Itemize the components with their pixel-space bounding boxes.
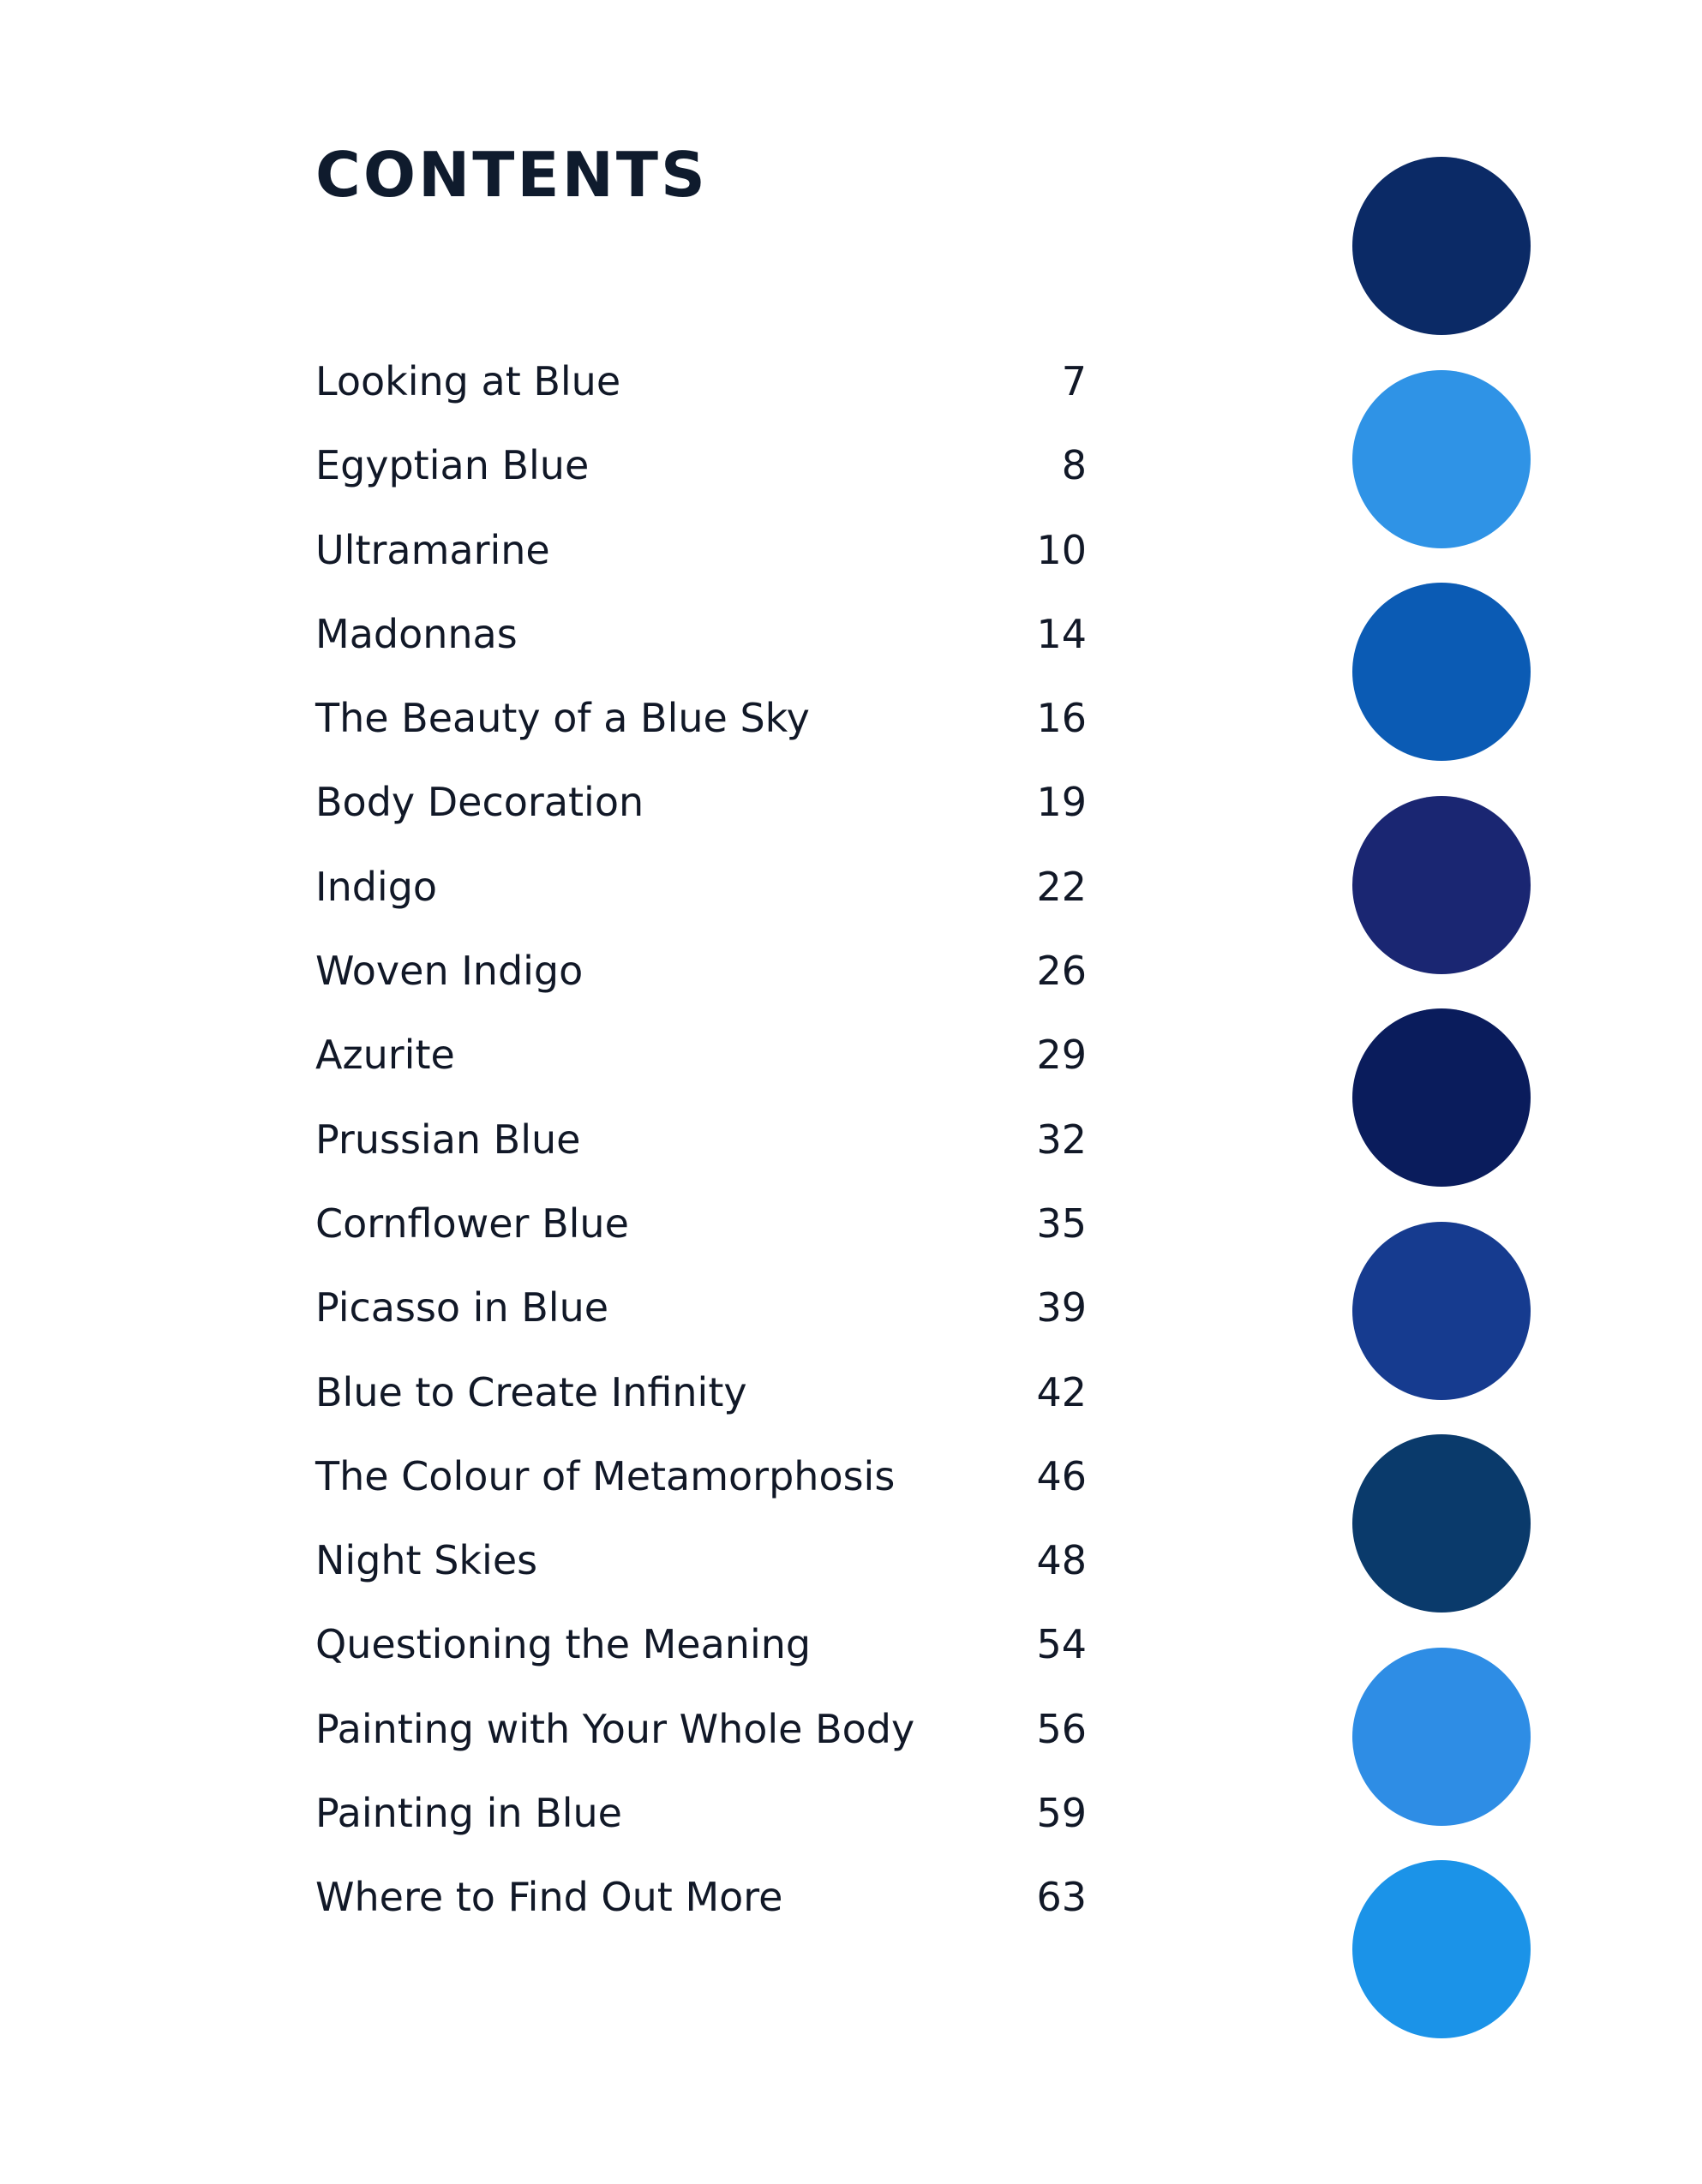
toc-entry-label: Egyptian Blue bbox=[315, 442, 590, 489]
toc-entry-label: Ultramarine bbox=[315, 526, 550, 573]
blue-swatch-circle bbox=[1352, 796, 1531, 974]
toc-entry[interactable] bbox=[315, 936, 1087, 1020]
page-title: CONTENTS bbox=[315, 139, 708, 211]
toc-entry-label: Where to Find Out More bbox=[315, 1874, 783, 1921]
toc-entry-page: 56 bbox=[1036, 1705, 1087, 1752]
toc-entry[interactable] bbox=[315, 600, 1087, 684]
blue-swatch-circle bbox=[1352, 1008, 1531, 1187]
toc-entry[interactable] bbox=[315, 347, 1087, 431]
toc-entry[interactable] bbox=[315, 431, 1087, 515]
toc-entry-page: 42 bbox=[1036, 1368, 1087, 1415]
toc-entry-page: 59 bbox=[1036, 1790, 1087, 1837]
toc-entry-label: Cornflower Blue bbox=[315, 1200, 629, 1247]
toc-entry[interactable] bbox=[315, 1358, 1087, 1442]
blue-swatch-circle bbox=[1352, 370, 1531, 548]
toc-entry-label: Madonnas bbox=[315, 610, 518, 657]
toc-entry-label: Blue to Create Infinity bbox=[315, 1368, 747, 1415]
toc-entry-page: 10 bbox=[1036, 526, 1087, 573]
blue-swatch-circle bbox=[1352, 1860, 1531, 2038]
toc-entry-label: Painting in Blue bbox=[315, 1790, 622, 1837]
toc-entry-label: Azurite bbox=[315, 1032, 455, 1079]
toc-entry-page: 32 bbox=[1036, 1116, 1087, 1163]
toc-entry[interactable] bbox=[315, 1779, 1087, 1863]
toc-entry-label: Indigo bbox=[315, 863, 438, 910]
toc-entry-label: Body Decoration bbox=[315, 779, 644, 826]
toc-entry-label: Woven Indigo bbox=[315, 948, 584, 995]
toc-entry-page: 14 bbox=[1036, 610, 1087, 657]
blue-swatch-circle bbox=[1352, 583, 1531, 761]
toc-entry[interactable] bbox=[315, 1105, 1087, 1189]
toc-entry-label: Painting with Your Whole Body bbox=[315, 1705, 915, 1752]
toc-entry-label: Looking at Blue bbox=[315, 358, 621, 404]
toc-entry-page: 8 bbox=[1061, 442, 1087, 489]
toc-entry[interactable] bbox=[315, 1442, 1087, 1526]
toc-entry-page: 29 bbox=[1036, 1032, 1087, 1079]
toc-entry-page: 26 bbox=[1036, 948, 1087, 995]
color-swatch-column bbox=[1352, 157, 1532, 2073]
toc-entry[interactable] bbox=[315, 1526, 1087, 1610]
toc-entry-page: 35 bbox=[1036, 1200, 1087, 1247]
toc-entry-page: 22 bbox=[1036, 863, 1087, 910]
toc-entry[interactable] bbox=[315, 1189, 1087, 1273]
toc-entry[interactable] bbox=[315, 1020, 1087, 1104]
toc-entry-label: Questioning the Meaning bbox=[315, 1621, 812, 1668]
toc-entry[interactable] bbox=[315, 1273, 1087, 1357]
toc-entry[interactable] bbox=[315, 1610, 1087, 1694]
toc-entry[interactable] bbox=[315, 768, 1087, 852]
table-of-contents bbox=[315, 347, 1087, 1948]
blue-swatch-circle bbox=[1352, 157, 1531, 335]
toc-entry-label: The Colour of Metamorphosis bbox=[315, 1452, 896, 1499]
blue-swatch-circle bbox=[1352, 1222, 1531, 1400]
toc-entry-page: 19 bbox=[1036, 779, 1087, 826]
toc-entry-label: Picasso in Blue bbox=[315, 1284, 609, 1331]
toc-entry-label: Night Skies bbox=[315, 1537, 538, 1584]
toc-entry[interactable] bbox=[315, 853, 1087, 936]
toc-entry-page: 7 bbox=[1061, 358, 1087, 404]
toc-entry[interactable] bbox=[315, 516, 1087, 600]
toc-entry-page: 39 bbox=[1036, 1284, 1087, 1331]
blue-swatch-circle bbox=[1352, 1648, 1531, 1826]
toc-entry-page: 63 bbox=[1036, 1874, 1087, 1921]
toc-entry[interactable] bbox=[315, 684, 1087, 768]
toc-entry-page: 48 bbox=[1036, 1537, 1087, 1584]
toc-entry-page: 16 bbox=[1036, 695, 1087, 742]
toc-entry[interactable] bbox=[315, 1695, 1087, 1779]
toc-entry-label: The Beauty of a Blue Sky bbox=[315, 695, 810, 742]
toc-entry-page: 54 bbox=[1036, 1621, 1087, 1668]
toc-entry[interactable] bbox=[315, 1863, 1087, 1947]
toc-entry-page: 46 bbox=[1036, 1452, 1087, 1499]
blue-swatch-circle bbox=[1352, 1434, 1531, 1613]
toc-entry-label: Prussian Blue bbox=[315, 1116, 581, 1163]
